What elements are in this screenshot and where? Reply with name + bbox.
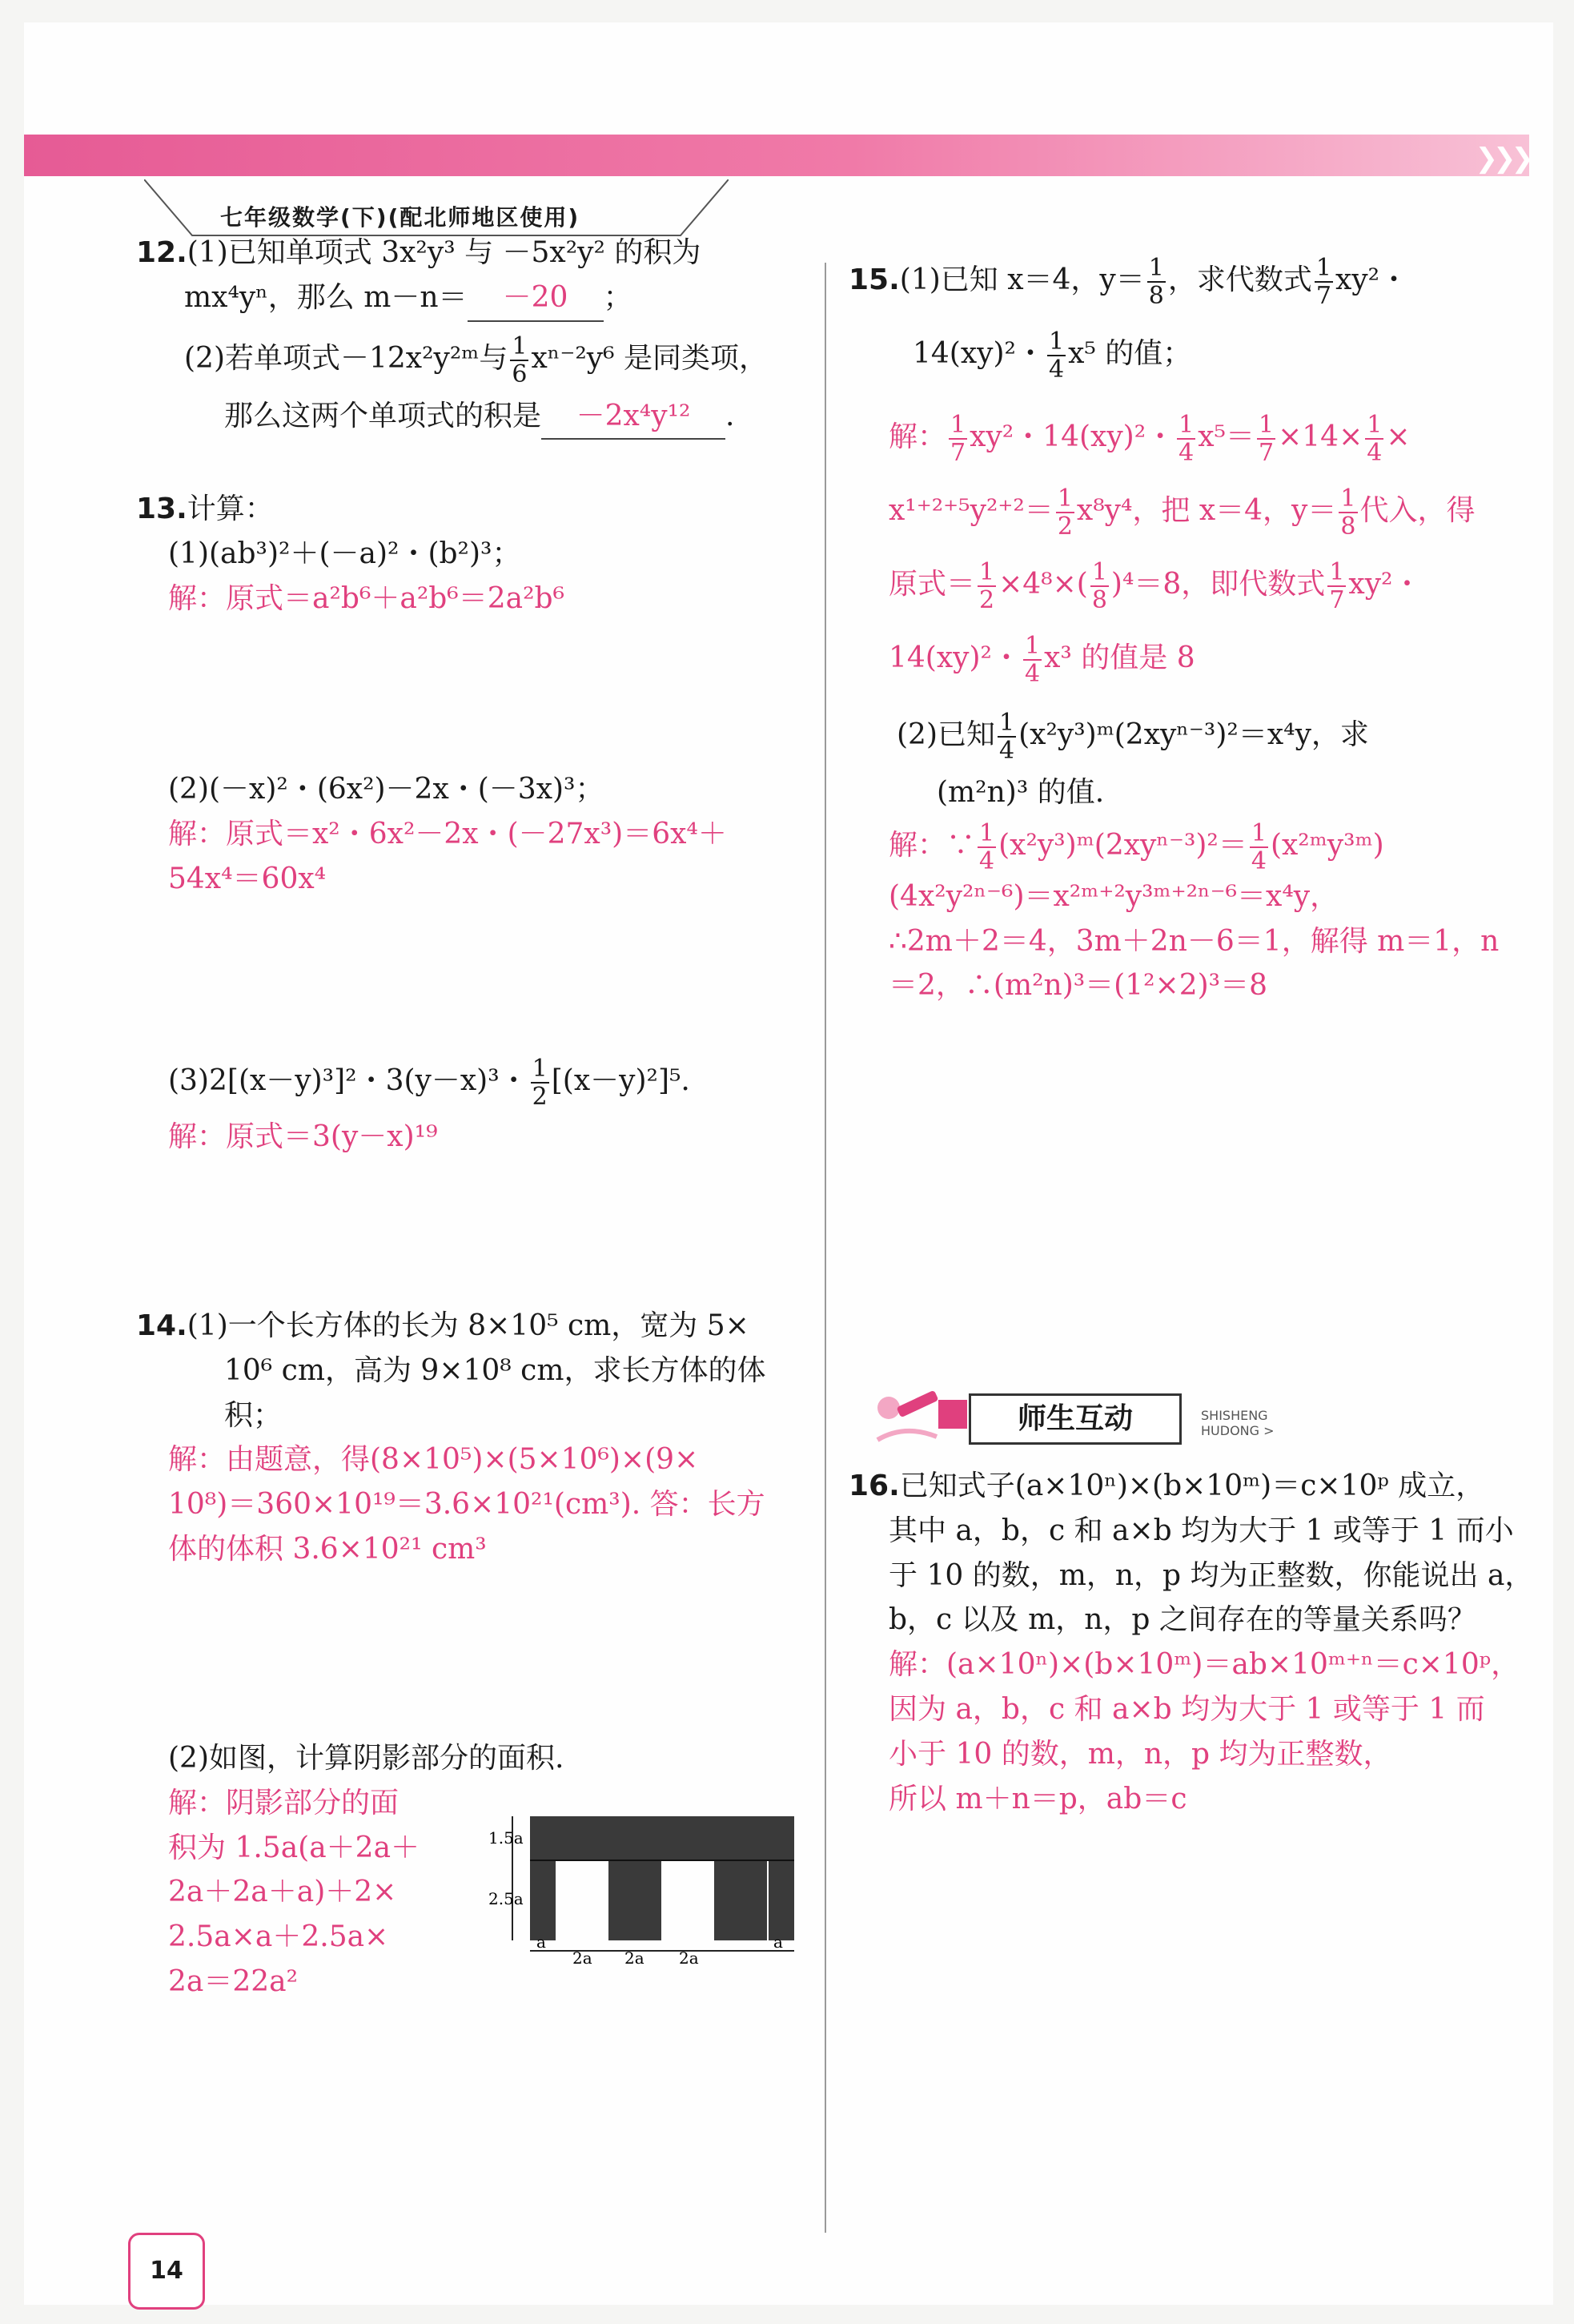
page-number: 14 xyxy=(128,2233,205,2310)
q12-answer-2: －2x⁴y¹² xyxy=(541,394,725,440)
q12-part2-c: 那么这两个单项式的积是 xyxy=(224,399,542,432)
figure-label: 2a xyxy=(572,1948,592,1968)
page xyxy=(24,22,1553,2305)
q13-answer-2b: 54x⁴＝60x⁴ xyxy=(168,862,327,895)
q12-part1-line2: mx⁴yⁿ，那么 m－n＝ xyxy=(184,280,468,314)
q15-answer-text: x³ 的值是 8 xyxy=(1044,641,1195,674)
q15-answer2-text: (x²ᵐy³ᵐ) xyxy=(1270,828,1384,862)
figure-label: 2.5a xyxy=(488,1889,524,1908)
pencil-icon xyxy=(873,1384,942,1448)
figure-label: a xyxy=(536,1932,546,1952)
figure-label: a xyxy=(773,1932,783,1952)
q14-part1-b: 10⁶ cm，高为 9×10⁸ cm，求长方体的体积； xyxy=(224,1353,766,1432)
q16-line: b，c 以及 m，n，p 之间存在的等量关系吗？ xyxy=(889,1603,1476,1637)
q14-answer-2d: 2.5a×a＋2.5a× xyxy=(168,1920,389,1954)
q15-answer-text: x⁸y⁴，把 x＝4，y＝ xyxy=(1076,494,1337,527)
q14-answer-2e: 2a＝22a² xyxy=(168,1964,299,1998)
q13-answer-3: 解：原式＝3(y－x)¹⁹ xyxy=(168,1120,438,1153)
fraction: $\frac{1}{6}$ xyxy=(512,332,528,388)
q14-part2: (2)如图，计算阴影部分的面积. xyxy=(168,1742,564,1775)
question-15: 15.(1)已知 x＝4，y＝ $\frac{1}{8}$ ，求代数式 $\frac{1}{7}$ xy²・ 14(xy)²・ $\frac{1}{4}$ x⁵ 的值； 解： $\frac{1}{7}$ xy²・14(xy)²・ $\frac{1}{4}$ x⁵＝ $\frac{1}{7}$ ×14× $\frac{1}{4}$ × x¹⁺²⁺⁵y²⁺²＝ $\frac{1}{2}$ x⁸y⁴，把 x＝4，y＝ $\frac{1}{8}$ 代入，得 原式＝ $\frac{1}{2}$ ×4⁸×( $\frac{1}{8}$ )⁴＝8，即代数式 $\frac{1}{7}$ xy²・ 14(xy)²・ $\frac{1}{4}$ x³ 的值是 8 (2)已知 $\frac{1}{4}$ (x²y³)ᵐ(2xyⁿ⁻³)²＝x⁴y，求 (m²n)³ 的值. 解：∵ $\frac{1}{4}$ (x²y³)ᵐ(2xyⁿ⁻³)²＝ $\frac{1}{4}$ (x²ᵐy³ᵐ) (4x²y²ⁿ⁻⁶)＝x²ᵐ⁺²y³ᵐ⁺²ⁿ⁻⁶＝x⁴y， ∴2m＋2＝4，3m＋2n－6＝1，解得 m＝1，n ＝2，∴(m²n)³＝(1²×2)³＝8 xyxy=(849,255,1553,1008)
q16-answer-line: 所以 m＋n＝p，ab＝c xyxy=(889,1782,1187,1815)
question-14 xyxy=(136,1304,817,1572)
q15-part1-b: ，求代数式 xyxy=(1167,263,1312,296)
q15-answer2-line: ∴2m＋2＝4，3m＋2n－6＝1，解得 m＝1，n xyxy=(889,924,1500,958)
q13-part3-b: [(x－y)²]⁵. xyxy=(551,1064,690,1097)
q15-answer-text: ×4⁸×( xyxy=(998,568,1088,601)
question-16 xyxy=(849,1464,1553,1821)
question-number: 16. xyxy=(849,1470,900,1502)
q15-part1-d: 14(xy)²・ xyxy=(913,337,1045,370)
q13-title: 计算： xyxy=(187,493,274,525)
q14-part2-block xyxy=(168,1736,564,2004)
q16-line: 已知式子(a×10ⁿ)×(b×10ᵐ)＝c×10ᵖ 成立， xyxy=(899,1470,1485,1502)
question-13 xyxy=(136,487,809,621)
q15-answer-label: 解： xyxy=(889,420,947,453)
q16-line: 其中 a，b，c 和 a×b 均为大于 1 或等于 1 而小 xyxy=(889,1514,1514,1547)
banner-square xyxy=(938,1400,967,1429)
question-number: 15. xyxy=(849,263,900,296)
q14-answer-2c: 2a＋2a＋a)＋2× xyxy=(168,1876,397,1909)
q15-part1-e: x⁵ 的值； xyxy=(1068,337,1192,370)
q13-part3-a: (3)2[(x－y)³]²・3(y－x)³・ xyxy=(168,1064,528,1097)
q15-answer-text: xy²・ xyxy=(1348,568,1422,601)
q15-part2-c: (m²n)³ 的值. xyxy=(937,776,1105,809)
q12-part2-a: (2)若单项式－12x²y²ᵐ与 xyxy=(184,341,508,375)
q14-answer-1a: 解：由题意，得(8×10⁵)×(5×10⁶)×(9× xyxy=(168,1443,699,1477)
q13-part1: (1)(ab³)²＋(－a)²・(b²)³； xyxy=(168,537,521,570)
column-divider xyxy=(825,263,826,2233)
q13-answer-1: 解：原式＝a²b⁶＋a²b⁶＝2a²b⁶ xyxy=(168,581,565,615)
chevron-right-icon: ❯❯❯ xyxy=(1475,143,1529,175)
q15-part1-c: xy²・ xyxy=(1335,263,1409,296)
q12-part1-line1: (1)已知单项式 3x²y³ 与 －5x²y² 的积为 xyxy=(187,236,701,269)
banner-title: 师生互动 xyxy=(969,1393,1182,1445)
section-banner xyxy=(873,1384,1289,1448)
q16-answer-line: 小于 10 的数，m，n，p 均为正整数， xyxy=(889,1737,1392,1771)
q14-part1-a: (1)一个长方体的长为 8×10⁵ cm，宽为 5× xyxy=(187,1309,749,1342)
question-number: 13. xyxy=(136,493,187,525)
fraction: $\frac{1}{2}$ xyxy=(532,1055,548,1111)
shaded-area-figure xyxy=(488,1800,825,1968)
q15-answer-text: 14(xy)²・ xyxy=(889,641,1021,674)
q15-answer-text: x¹⁺²⁺⁵y²⁺²＝ xyxy=(889,494,1054,527)
q15-answer-text: x⁵＝ xyxy=(1198,420,1255,453)
figure-label: 1.5a xyxy=(488,1828,524,1848)
q16-answer-line: 解：(a×10ⁿ)×(b×10ᵐ)＝ab×10ᵐ⁺ⁿ＝c×10ᵖ， xyxy=(889,1648,1520,1682)
q15-answer2-text: 解：∵ xyxy=(889,828,976,862)
question-number: 14. xyxy=(136,1309,187,1342)
figure-label: 2a xyxy=(679,1948,699,1968)
q15-answer2-line: ＝2，∴(m²n)³＝(1²×2)³＝8 xyxy=(889,969,1268,1003)
q15-answer-text: 代入，得 xyxy=(1359,494,1476,527)
q15-answer-text: ×14× xyxy=(1278,420,1363,453)
q15-answer-text: )⁴＝8，即代数式 xyxy=(1110,568,1326,601)
q14-answer-2a: 解：阴影部分的面 xyxy=(168,1786,400,1819)
header-band xyxy=(24,135,1529,176)
question-number: 12. xyxy=(136,236,187,269)
question-12: 12.(1)已知单项式 3x²y³ 与 －5x²y² 的积为 mx⁴yⁿ，那么 m－n＝ －20 ； (2)若单项式－12x²y²ᵐ与 $\frac{1}{6}$ xⁿ⁻²y⁶ 是同类项， 那么这两个单项式的积是 －2x⁴y¹² . xyxy=(136,231,809,440)
banner-subtitle: SHISHENG HUDONG > xyxy=(1201,1408,1275,1438)
q15-answer2-text: (x²y³)ᵐ(2xyⁿ⁻³)²＝ xyxy=(998,828,1247,862)
figure-label: 2a xyxy=(624,1948,644,1968)
q15-part2-a: (2)已知 xyxy=(897,718,995,751)
q14-answer-1b: 10⁸)＝360×10¹⁹＝3.6×10²¹(cm³). 答：长方 xyxy=(168,1488,765,1522)
q12-answer-1: －20 xyxy=(468,275,604,322)
q14-answer-2b: 积为 1.5a(a＋2a＋ xyxy=(168,1831,420,1864)
q14-answer-1c: 体的体积 3.6×10²¹ cm³ xyxy=(168,1532,487,1566)
q12-part2-b: xⁿ⁻²y⁶ 是同类项， xyxy=(531,341,769,375)
q15-part2-b: (x²y³)ᵐ(2xyⁿ⁻³)²＝x⁴y，求 xyxy=(1018,718,1369,751)
q15-answer-text: 原式＝ xyxy=(889,568,976,601)
header-title: 七年级数学(下)(配北师地区使用) xyxy=(220,204,580,231)
q13-answer-2a: 解：原式＝x²・6x²－2x・(－27x³)＝6x⁴＋ xyxy=(168,817,727,850)
q15-answer2-line: (4x²y²ⁿ⁻⁶)＝x²ᵐ⁺²y³ᵐ⁺²ⁿ⁻⁶＝x⁴y， xyxy=(889,879,1339,913)
q15-part1-a: (1)已知 x＝4，y＝ xyxy=(899,263,1145,296)
q15-answer-text: xy²・14(xy)²・ xyxy=(970,420,1175,453)
q15-answer-text: × xyxy=(1386,420,1411,453)
q16-line: 于 10 的数，m，n，p 均为正整数，你能说出 a， xyxy=(889,1558,1534,1592)
q13-part2-block xyxy=(168,767,809,901)
q13-part2: (2)(－x)²・(6x²)－2x・(－3x)³； xyxy=(168,773,604,806)
q16-answer-line: 因为 a，b，c 和 a×b 均为大于 1 或等于 1 而 xyxy=(889,1692,1485,1726)
q13-part3-block xyxy=(168,1055,809,1160)
